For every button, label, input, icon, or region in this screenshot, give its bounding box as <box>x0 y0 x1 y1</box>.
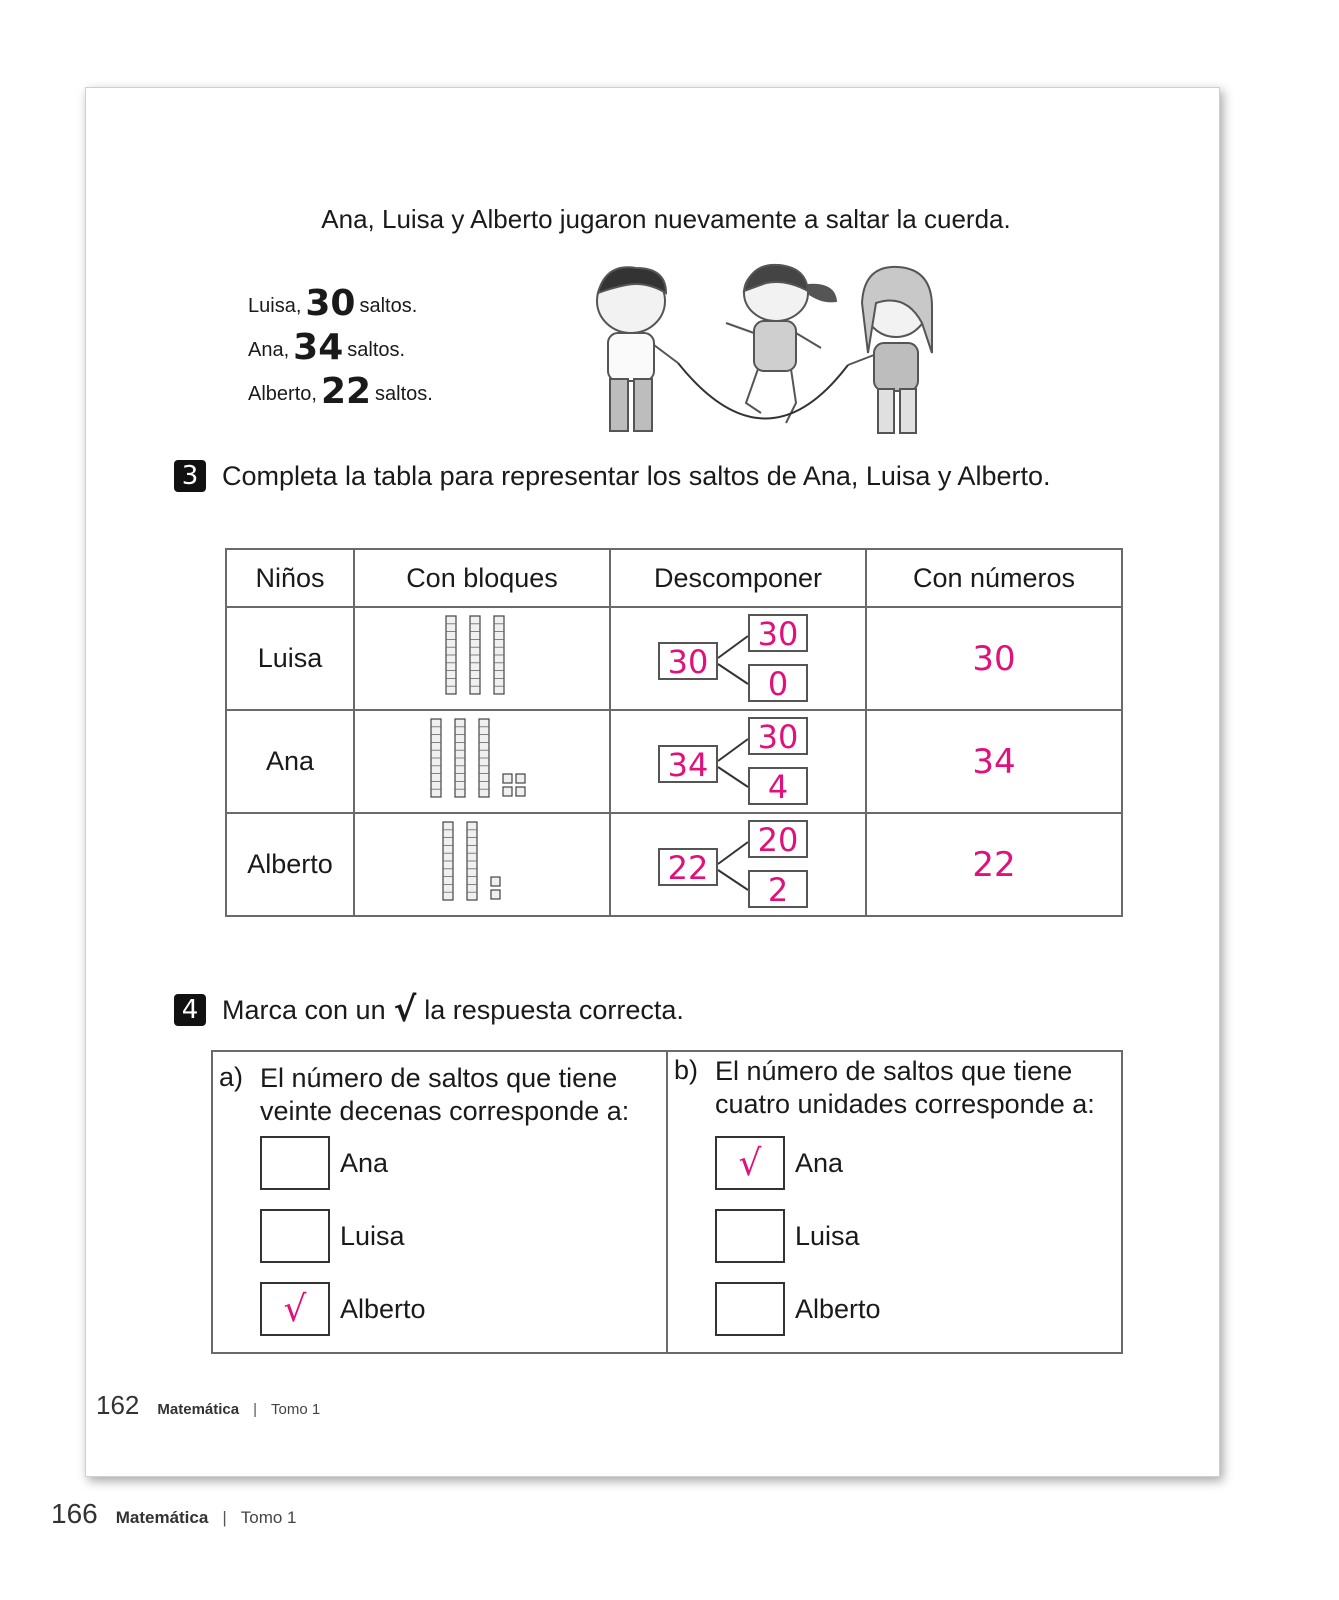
row-name: Ana <box>226 710 354 813</box>
option-ana: √ Ana <box>715 1136 843 1190</box>
header-children: Niños <box>226 549 354 607</box>
jump-ana: Ana, 34 saltos. <box>248 327 406 368</box>
base-ten-blocks <box>354 710 610 813</box>
question-number-badge: 3 <box>174 460 206 492</box>
checkbox[interactable] <box>260 1136 330 1190</box>
table-row <box>226 607 1122 710</box>
part-a-letter: a) <box>219 1062 244 1092</box>
decomposition <box>610 813 866 916</box>
table-row <box>226 813 1122 916</box>
decomp-total-box[interactable]: 22 <box>658 848 718 886</box>
checkbox-checked[interactable] <box>715 1136 785 1190</box>
part-a <box>212 1051 667 1353</box>
ten-rod <box>455 719 465 797</box>
checkmark-icon: √ <box>283 1288 307 1330</box>
part-b <box>667 1051 1122 1353</box>
option-alberto: √ Alberto <box>260 1282 426 1336</box>
decomp-ones-box[interactable]: 4 <box>748 767 808 805</box>
question-4-heading <box>174 990 684 1030</box>
question-3-text: Completa la tabla para representar los saltos de Ana, Luisa y Alberto. <box>222 460 1051 491</box>
ten-rod <box>479 719 489 797</box>
row-name: Luisa <box>226 607 354 710</box>
workbook-page <box>85 87 1220 1477</box>
jumps-table <box>225 548 1123 917</box>
unit-cube <box>491 890 500 899</box>
checkbox[interactable] <box>715 1282 785 1336</box>
header-decompose: Descomponer <box>610 549 866 607</box>
unit-cube <box>516 787 525 796</box>
table-row <box>226 710 1122 813</box>
row-name: Alberto <box>226 813 354 916</box>
base-ten-blocks <box>354 813 610 916</box>
option-alberto: Alberto <box>715 1282 881 1336</box>
checkbox-checked[interactable] <box>260 1282 330 1336</box>
table-header-row <box>226 549 1122 607</box>
ten-rod <box>467 822 477 900</box>
base-ten-blocks <box>354 607 610 710</box>
outer-footer <box>51 1498 297 1530</box>
unit-cube <box>491 877 500 886</box>
volume: Tomo 1 <box>271 1401 321 1418</box>
answer-table <box>211 1050 1123 1354</box>
separator: | <box>222 1508 227 1527</box>
page-number: 166 <box>51 1498 98 1529</box>
unit-cube <box>503 774 512 783</box>
decomposition <box>610 710 866 813</box>
number-answer[interactable]: 30 <box>866 607 1122 710</box>
header-numbers: Con números <box>866 549 1122 607</box>
checkmark-icon: √ <box>393 990 417 1030</box>
option-ana: Ana <box>260 1136 388 1190</box>
option-luisa: Luisa <box>715 1209 860 1263</box>
part-a-prompt: El número de saltos que tiene veinte decenas corresponde a: <box>260 1063 630 1126</box>
question-4-text-before: Marca con un <box>222 994 386 1025</box>
question-number-badge: 4 <box>174 994 206 1026</box>
number-answer[interactable]: 34 <box>866 710 1122 813</box>
decomp-tens-box[interactable]: 20 <box>748 820 808 858</box>
jump-counts <box>248 283 433 415</box>
decomp-total-box[interactable]: 30 <box>658 642 718 680</box>
decomp-tens-box[interactable]: 30 <box>748 614 808 652</box>
decomp-tens-box[interactable]: 30 <box>748 717 808 755</box>
question-3-heading <box>174 460 1050 492</box>
checkbox[interactable] <box>260 1209 330 1263</box>
question-4-text-after: la respuesta correcta. <box>424 994 684 1025</box>
ten-rod <box>443 822 453 900</box>
jump-luisa: Luisa, 30 saltos. <box>248 283 418 324</box>
number-answer[interactable]: 22 <box>866 813 1122 916</box>
separator: | <box>253 1401 257 1418</box>
page-number: 162 <box>96 1390 140 1420</box>
ten-rod <box>446 616 456 694</box>
intro-text: Ana, Luisa y Alberto jugaron nuevamente a saltar la cuerda. <box>321 204 1011 234</box>
decomp-ones-box[interactable]: 0 <box>748 664 808 702</box>
unit-cube <box>516 774 525 783</box>
checkmark-icon: √ <box>738 1142 762 1184</box>
part-b-prompt: El número de saltos que tiene cuatro unidades corresponde a: <box>715 1056 1095 1119</box>
unit-cube <box>503 787 512 796</box>
subject: Matemática <box>157 1401 240 1418</box>
header-blocks: Con bloques <box>354 549 610 607</box>
decomp-total-box[interactable]: 34 <box>658 745 718 783</box>
volume: Tomo 1 <box>240 1508 297 1527</box>
ten-rod <box>494 616 504 694</box>
part-b-letter: b) <box>674 1055 699 1085</box>
decomposition <box>610 607 866 710</box>
decomp-ones-box[interactable]: 2 <box>748 870 808 908</box>
option-luisa: Luisa <box>260 1209 405 1263</box>
jump-alberto: Alberto, 22 saltos. <box>248 371 433 412</box>
jump-rope-illustration <box>586 263 966 443</box>
checkbox[interactable] <box>715 1209 785 1263</box>
page-footer <box>96 1390 320 1421</box>
ten-rod <box>470 616 480 694</box>
subject: Matemática <box>115 1508 209 1527</box>
ten-rod <box>431 719 441 797</box>
